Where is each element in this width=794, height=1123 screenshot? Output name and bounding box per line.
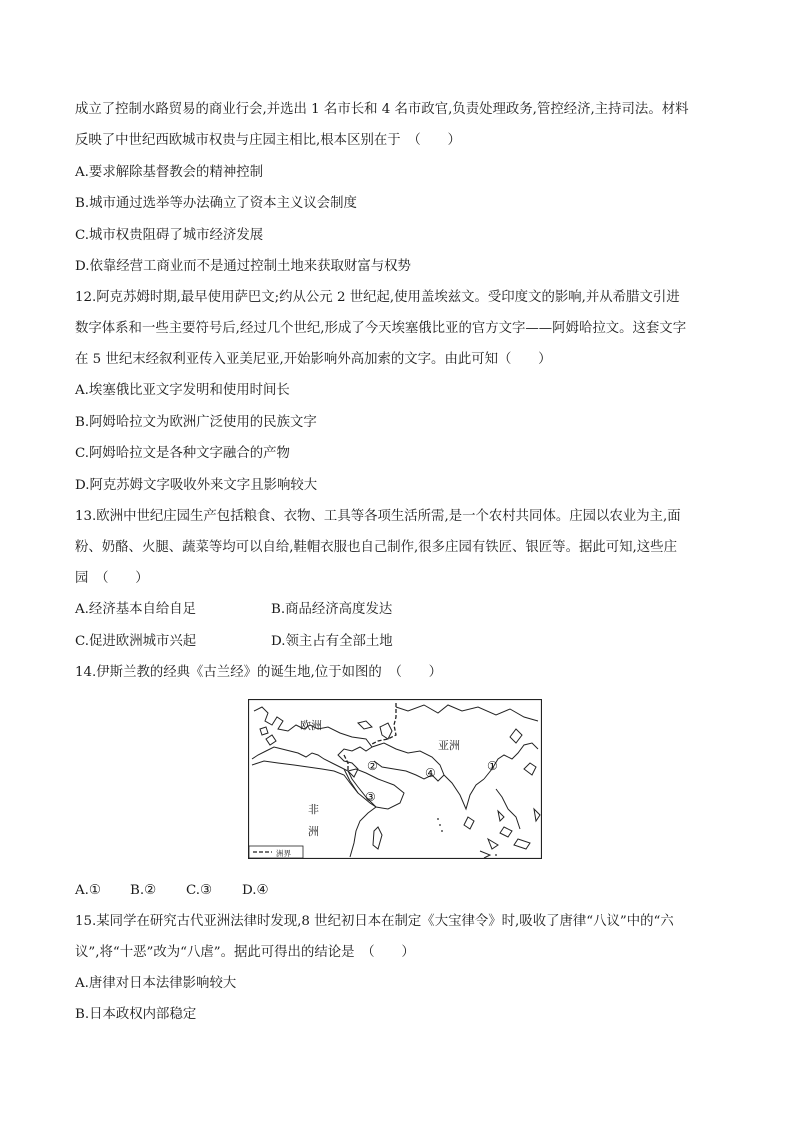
q14-option-c: C.③ (186, 883, 213, 898)
map-marker-2: ② (367, 759, 378, 773)
q11-option-d: D.依靠经营工商业而不是通过控制土地来获取财富与权势 (75, 259, 411, 274)
q14-option-a: A.① (75, 883, 101, 898)
q13-stem-line2: 粉、奶酪、火腿、蔬菜等均可以自给,鞋帽衣服也自己制作,很多庄园有铁匠、银匠等。据此可知,这些庄 (75, 540, 677, 555)
q11-stem-line2: 反映了中世纪西欧城市权贵与庄园主相比,根本区别在于 （ ） (75, 133, 461, 148)
q14-option-d: D.④ (242, 883, 269, 898)
q12-stem-line2: 数字体系和一些主要符号后,经过几个世纪,形成了今天埃塞俄比亚的官方文字——阿姆哈拉文。这套文字 (75, 321, 687, 336)
q13-option-b: B.商品经济高度发达 (271, 602, 393, 617)
q15-stem-line2: 议”,将“十恶”改为“八虐”。据此可得出的结论是 （ ） (75, 945, 415, 960)
map-label-africa-part1: 非 (308, 803, 319, 816)
q13-stem-line3: 园 （ ） (75, 571, 149, 586)
q11-option-c: C.城市权贵阻碍了城市经济发展 (75, 228, 264, 243)
q12-stem-line3: 在 5 世纪末经叙利亚传入亚美尼亚,开始影响外高加索的文字。由此可知（ ） (75, 352, 552, 367)
q13-option-c: C.促进欧洲城市兴起 (75, 634, 197, 649)
q13-stem-line1: 13.欧洲中世纪庄园生产包括粮食、衣物、工具等各项生活所需,是一个农村共同体。庄园以农业为主,面 (75, 509, 681, 524)
q11-option-b: B.城市通过选举等办法确立了资本主义议会制度 (75, 196, 357, 211)
q13-option-d: D.领主占有全部土地 (271, 634, 393, 649)
map-marker-3: ③ (365, 790, 376, 804)
q14-option-b: B.② (130, 883, 157, 898)
q15-option-a: A.唐律对日本法律影响较大 (75, 976, 237, 991)
map-legend-label: 洲界 (276, 849, 291, 858)
q12-option-c: C.阿姆哈拉文是各种文字融合的产物 (75, 446, 290, 461)
q13-option-a: A.经济基本自给自足 (75, 602, 197, 617)
q12-stem-line1: 12.阿克苏姆时期,最早使用萨巴文;约从公元 2 世纪起,使用盖埃兹文。受印度文的影响,并从希腊文引进 (75, 290, 680, 305)
q12-option-a: A.埃塞俄比亚文字发明和使用时间长 (75, 383, 290, 398)
map-svg (248, 699, 542, 859)
map-label-asia: 亚洲 (438, 739, 460, 752)
q11-stem-line1: 成立了控制水路贸易的商业行会,并选出 1 名市长和 4 名市政官,负责处理政务,管控经济,主持司法。材料 (75, 102, 689, 117)
map-marker-4: ④ (425, 766, 436, 780)
q14-stem: 14.伊斯兰教的经典《古兰经》的诞生地,位于如图的 （ ） (75, 665, 443, 680)
q15-stem-line1: 15.某同学在研究古代亚洲法律时发现,8 世纪初日本在制定《大宝律令》时,吸收了唐律“八议”中的“六 (75, 914, 674, 929)
map-label-europe: 欧洲 (300, 719, 322, 732)
q12-option-b: B.阿姆哈拉文为欧洲广泛使用的民族文字 (75, 415, 317, 430)
map-marker-1: ① (487, 759, 498, 773)
map-label-africa-part2: 洲 (308, 825, 319, 838)
q11-option-a: A.要求解除基督教会的精神控制 (75, 165, 264, 180)
q14-map-figure (248, 699, 542, 859)
q15-option-b: B.日本政权内部稳定 (75, 1007, 197, 1022)
q12-option-d: D.阿克苏姆文字吸收外来文字且影响较大 (75, 478, 318, 493)
